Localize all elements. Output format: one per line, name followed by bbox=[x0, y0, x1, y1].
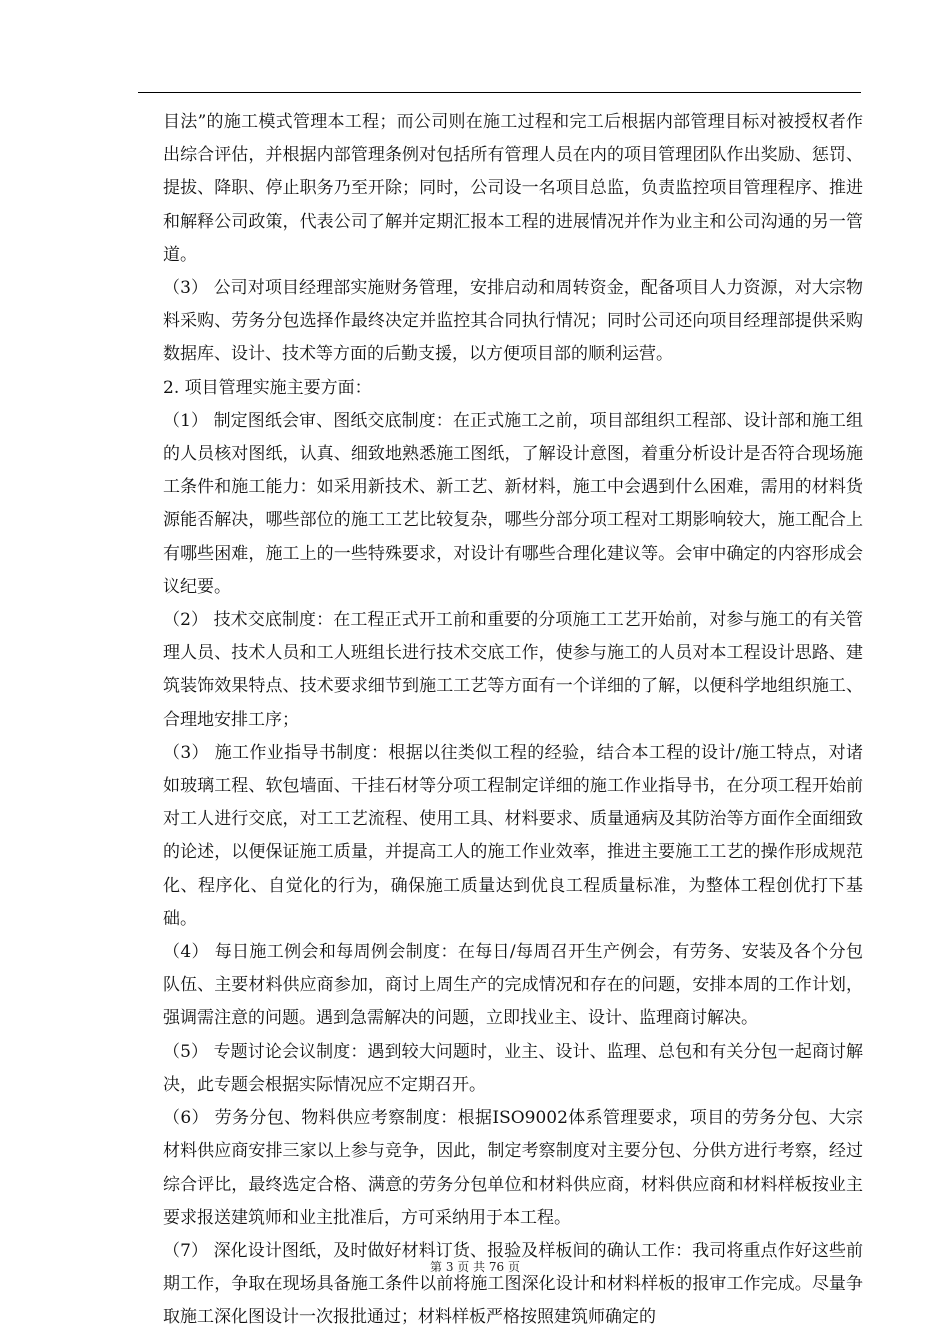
paragraph: 2. 项目管理实施主要方面： bbox=[163, 377, 372, 398]
paragraph: （7） 深化设计图纸，及时做好材料订货、报验及样板间的确认工作：我司将重点作好这些前期工作，争取在现场具备施工条件以前将施工图深化设计和材料样板的报审工作完成。尽量争取施工深化图设计一次报批通过；材料样板严格按照建筑师确定的 bbox=[163, 1240, 863, 1328]
paragraph: （2） 技术交底制度：在工程正式开工前和重要的分项施工工艺开始前，对参与施工的有关管理人员、技术人员和工人班组长进行技术交底工作，使参与施工的人员对本工程设计思路、建筑装饰效果特点、技术要求细节到施工工艺等方面有一个详细的了解，以便科学地组织施工、合理地安排工序； bbox=[163, 610, 863, 730]
page-footer: 第 3 页 共 76 页 bbox=[430, 1260, 520, 1274]
paragraph: （3） 施工作业指导书制度：根据以往类似工程的经验，结合本工程的设计/施工特点，对诸如玻璃工程、软包墙面、干挂石材等分项工程制定详细的施工作业指导书，在分项工程开始前对工人进行交底，对工工艺流程、使用工具、材料要求、质量通病及其防治等方面作全面细致的论述，以便保证施工质量，并提高工人的施工作业效率，推进主要施工工艺的操作形成规范化、程序化、自觉化的行为，确保施工质量达到优良工程质量标准，为整体工程创优打下基础。 bbox=[163, 742, 863, 929]
paragraph: 目法”的施工模式管理本工程；而公司则在施工过程和完工后根据内部管理目标对被授权者作出综合评估，并根据内部管理条例对包括所有管理人员在内的项目管理团队作出奖励、惩罚、提拔、降职、停止职务乃至开除；同时，公司设一名项目总监，负责监控项目管理程序、推进和解释公司政策，代表公司了解并定期汇报本工程的进展情况并作为业主和公司沟通的另一管道。 bbox=[163, 112, 863, 265]
paragraph: （4） 每日施工例会和每周例会制度：在每日/每周召开生产例会，有劳务、安装及各个分包队伍、主要材料供应商参加，商讨上周生产的完成情况和存在的问题，安排本周的工作计划，强调需注意的问题。遇到急需解决的问题，立即找业主、设计、监理商讨解决。 bbox=[163, 942, 863, 1029]
header-rule bbox=[138, 92, 861, 93]
paragraph: （1） 制定图纸会审、图纸交底制度：在正式施工之前，项目部组织工程部、设计部和施工组的人员核对图纸，认真、细致地熟悉施工图纸，了解设计意图，着重分析设计是否符合现场施工条件和施工能力：如采用新技术、新工艺、新材料，施工中会遇到什么困难，需用的材料货源能否解决，哪些部位的施工工艺比较复杂，哪些分部分项工程对工期影响较大，施工配合上有哪些困难，施工上的一些特殊要求，对设计有哪些合理化建议等。会审中确定的内容形成会议纪要。 bbox=[163, 410, 863, 597]
paragraph: （5） 专题讨论会议制度：遇到较大问题时，业主、设计、监理、总包和有关分包一起商讨解决，此专题会根据实际情况应不定期召开。 bbox=[163, 1041, 863, 1095]
document-body bbox=[163, 106, 863, 1335]
paragraph: （6） 劳务分包、物料供应考察制度：根据ISO9002体系管理要求，项目的劳务分包、大宗材料供应商安排三家以上参与竞争，因此，制定考察制度对主要分包、分供方进行考察，经过综合评比，最终选定合格、满意的劳务分包单位和材料供应商，材料供应商和材料样板按业主要求报送建筑师和业主批准后，方可采纳用于本工程。 bbox=[163, 1108, 863, 1228]
paragraph: （3） 公司对项目经理部实施财务管理，安排启动和周转资金，配备项目人力资源，对大宗物料采购、劳务分包选择作最终决定并监控其合同执行情况；同时公司还向项目经理部提供采购数据库、设计、技术等方面的后勤支援，以方便项目部的顺利运营。 bbox=[163, 278, 863, 365]
